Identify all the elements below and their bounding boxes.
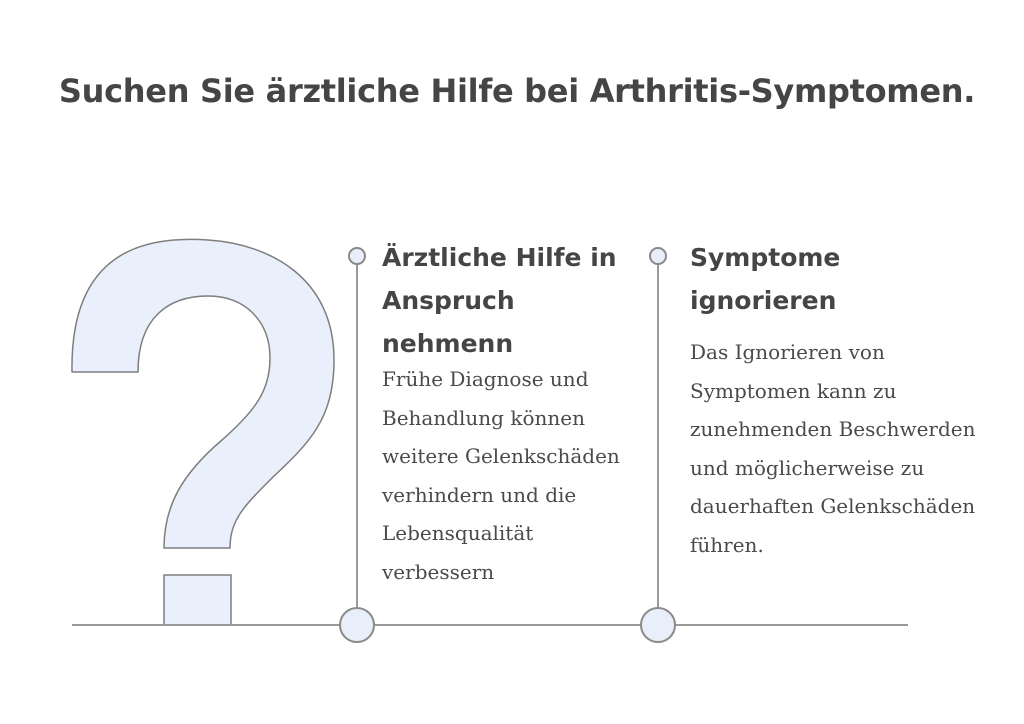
option-text-line: und möglicherweise zu [690, 455, 925, 480]
question-mark-dot [164, 575, 231, 625]
option-heading-line: nehmenn [382, 329, 514, 358]
option-text-line: zunehmenden Beschwerden [690, 417, 976, 441]
question-mark-hook [72, 239, 334, 548]
page-title: Suchen Sie ärztliche Hilfe bei Arthritis-Symptomen. [58, 72, 976, 110]
option-heading [382, 236, 652, 365]
option-text-line: Frühe Diagnose und [382, 367, 589, 391]
option-heading-line: Ärztliche Hilfe in [382, 243, 617, 272]
option-seek-help [382, 236, 652, 591]
option-heading-line: Anspruch [382, 286, 515, 315]
option-2-top-node [650, 248, 666, 264]
option-text-line: Behandlung können [382, 405, 585, 430]
option-text-line: Das Ignorieren von [690, 340, 885, 364]
option-text-line: verbessern [382, 559, 495, 584]
option-2-bottom-node [641, 608, 675, 642]
question-mark-icon [72, 239, 334, 625]
option-text-line: Symptomen kann zu [690, 378, 897, 403]
option-heading-line: ignorieren [690, 286, 837, 315]
option-text-line: weitere Gelenkschäden [382, 444, 620, 468]
option-description [382, 360, 652, 591]
option-heading [690, 236, 1010, 322]
option-text-line: führen. [690, 532, 764, 557]
option-ignore-symptoms [690, 236, 1010, 564]
option-text-line: Lebensqualität [382, 521, 534, 545]
option-heading-line: Symptome [690, 243, 841, 272]
option-text-line: dauerhaften Gelenkschäden [690, 494, 976, 518]
option-description [690, 333, 1010, 564]
option-1-bottom-node [340, 608, 374, 642]
option-1-top-node [349, 248, 365, 264]
option-text-line: verhindern und die [382, 482, 577, 507]
